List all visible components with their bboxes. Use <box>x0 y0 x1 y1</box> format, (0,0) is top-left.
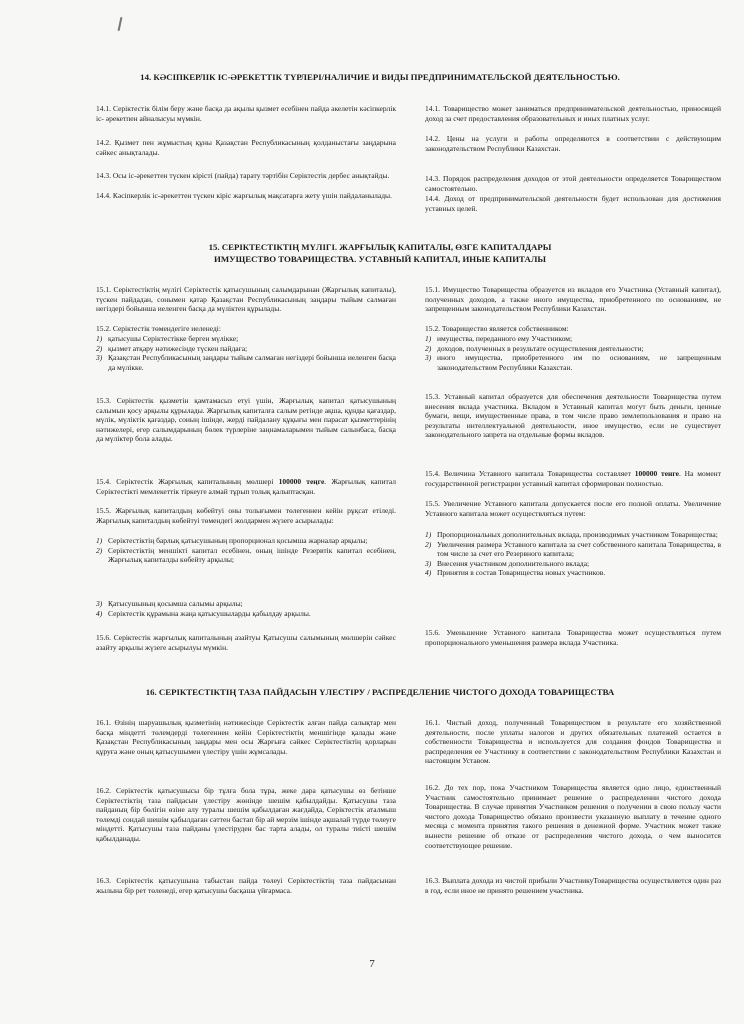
paragraph-15-6-kz: 15.6. Серіктестік жарғылық капиталының азайтуы Қатысушы салымының мөлшерін сәйкес азайту арқылы жүзеге асырылуы мүмкін. <box>96 633 396 652</box>
list-item: 3) Внесения участником дополнительного вклада; <box>425 558 590 568</box>
paragraph-16-2-kz: 16.2. Серіктестік қатысушысы бір тұлға бола тұра, жеке дара қатысушы өз бетінше Серіктестіктің таза пайдасын үлестіру жөнінде шешім қабылдайды. Қатысушы таза пайданың бір бөлігін өзіне алу туралы шешім қабылдаған жағдайда, Серіктестік аталмыш төлемді сондай шешім қабылдаған сәттен бастап бір ай мерзім ішінде ақшалай түрде төлеуге міндетті. Қатысушы таза пайданы үлестіруден бас тарта алады, ол туралы тиісті шешім қабылданады. <box>96 786 396 843</box>
paragraph-15-4-ru: 15.4. Величина Уставного капитала Товарищества составляет 100000 тенге. На момент государственной регистрации уставный капитал сформирован полностью. <box>425 469 721 488</box>
paragraph-15-5-ru: 15.5. Увеличение Уставного капитала допускается после его полной оплаты. Увеличение Уставного капитала может осуществляться путем: <box>425 499 721 518</box>
paragraph-14-4-kz: 14.4. Кәсіпкерлік іс-әрекеттен түскен кіріс жарғылық мақсатарға жету үшін пайдаланылады. <box>96 191 392 200</box>
paragraph-14-1-kz: 14.1. Серіктестік білім беру және басқа да ақылы қызмет есебінен пайда әкелетін кәсіпкерлік іс- әрекетпен айналысуы мүмкін. <box>96 104 396 123</box>
list-15-5-kz-a <box>96 536 396 565</box>
page-number: 7 <box>369 958 375 970</box>
list-item: 1) қатысушы Серіктестікке берген мүлікке; <box>96 334 239 343</box>
paragraph-15-6-ru: 15.6. Уменьшение Уставного капитала Товарищества может осуществляться путем пропорционального уменьшения размера вклада Участника. <box>425 628 721 647</box>
list-item: 3) иного имущества, приобретенного им по основаниям, не запрещенным законодательством Республики Казахстан. <box>425 353 721 372</box>
list-15-5-kz-b <box>96 599 396 618</box>
list-item: 2) қызмет атқару нәтижесінде түскен пайдаға; <box>96 343 248 353</box>
paragraph-14-1-ru: 14.1. Товарищество может заниматься предпринимательской деятельностью, приносящей доход за счет предоставления образовательных и иных платных услуг. <box>425 104 721 123</box>
paragraph-15-3-ru: 15.3. Уставный капитал образуется для обеспечения деятельности Товарищества путем внесения вклада участника. Вкладом в Уставный капитал могут быть деньги, ценные бумаги, вещи, имущественные права, в том числе право землепользования и право на результаты интеллектуальной деятельности, иное имущество, если не существует законодательного запрета на отдельные формы вкладов. <box>425 392 721 440</box>
list-item: 1) Пропорциональных дополнительных вклада, производимых участником Товарищества; <box>425 530 718 539</box>
paragraph-15-2-kz: 15.2. Серіктестік төмендегіге иеленеді: <box>96 324 221 333</box>
section-14-heading: 14. КӘСІПКЕРЛІК ІС-ӘРЕКЕТТІК ТҮРЛЕРІ/НАЛИЧИЕ И ВИДЫ ПРЕДПРИНИМАТЕЛЬСКОЙ ДЕЯТЕЛЬНОСТЬЮ. <box>140 72 620 82</box>
pen-mark <box>118 17 123 31</box>
paragraph-14-3-kz: 14.3. Осы іс-әрекеттен түскен кірісті (пайда) тарату тәртібін Серіктестік дербес анықтайды. <box>96 171 390 180</box>
section-15-heading-kz: 15. СЕРІКТЕСТІКТІҢ МҮЛІГІ. ЖАРҒЫЛЫҚ КАПИТАЛЫ, ӨЗГЕ КАПИТАЛДАРЫ <box>208 242 552 252</box>
list-item: 4) Серіктестік құрамына жаңа қатысушыларды қабылдау арқылы. <box>96 608 311 618</box>
paragraph-15-1-kz: 15.1. Серіктестіктің мүлігі Серіктестік қатысушының салымдарынан (Жарғылық капиталы), түскен пайдадан, сонымен қатар Қазақстан Республикасының заңдары тыйым салмаған негіздері бойынша иеленген басқа да мүліктен құрылады. <box>96 285 396 314</box>
paragraph-15-4-kz: 15.4. Серіктестік Жарғылық капиталының мөлшері 100000 теңге. Жарғылық капитал Серіктестікті мемлекеттік тіркеуге алмай тұрып толық қалыптасқан. <box>96 477 396 496</box>
paragraph-14-3-ru: 14.3. Порядок распределения доходов от этой деятельности определяется Товариществом самостоятельно. <box>425 174 721 193</box>
section-16-heading: 16. СЕРІКТЕСТІКТІҢ ТАЗА ПАЙДАСЫН ҮЛЕСТІРУ / РАСПРЕДЕЛЕНИЕ ЧИСТОГО ДОХОДА ТОВАРИЩЕСТВА <box>145 687 615 697</box>
section-15-heading-ru: ИМУЩЕСТВО ТОВАРИЩЕСТВА. УСТАВНЫЙ КАПИТАЛ, ИНЫЕ КАПИТАЛЫ <box>213 254 547 264</box>
list-item: 2) доходов, полученных в результате осуществления деятельности; <box>425 343 644 353</box>
list-item: 1) имущества, переданного ему Участником; <box>425 334 573 343</box>
paragraph-15-2-ru: 15.2. Товарищество является собственником: <box>425 324 569 333</box>
paragraph-16-3-kz: 16.3. Серіктестік қатысушына табыстан пайда төлеуі Серіктестіктің таза пайдасынан жылына бір рет төленеді, егер қатысушы басқаша үйғармаса. <box>96 876 396 895</box>
list-item: 2) Увеличения размера Уставного капитала за счет собственного капитала Товарищества, в том числе за счет его Резервного капитала; <box>425 539 721 559</box>
paragraph-16-2-ru: 16.2. До тех пор, пока Участником Товарищества является одно лицо, единственный Участник самостоятельно принимает решение о распределении чистого дохода Товарищества. В случае принятия Участником решения о получении в свою пользу части чистого дохода Товарищество обязано произвести указанную выплату в течение одного месяца с момента принятия такого решения в денежной форме. Участник может также вынести решение об отказе от распределения чистого дохода, о чем выносится соответствующее решение. <box>425 783 721 850</box>
list-15-2-ru <box>425 334 721 372</box>
list-item: 1) Серіктестіктің барлық қатысушының пропорционал қосымша жарналар арқылы; <box>96 536 368 545</box>
list-item: 3) Қазақстан Республикасының заңдары тыйым салмаған негіздері бойынша иеленген басқа да мүлікке. <box>96 353 396 372</box>
paragraph-14-2-kz: 14.2. Қызмет пен жұмыстың құны Қазақстан Республикасының қолданыстағы заңдарына сәйкес анықталады. <box>96 138 396 157</box>
paragraph-15-1-ru: 15.1. Имущество Товарищества образуется из вкладов его Участника (Уставный капитал), полученных доходов, а также иного имущества, приобретенного по основаниям, не запрещенным законодательством Республики Казахстан. <box>425 285 721 314</box>
list-15-5-ru <box>425 530 721 578</box>
paragraph-16-1-kz: 16.1. Өзінің шаруашылық қызметінің нәтижесінде Серіктестік алған пайда салықтар мен басқа міндетті төлемдерді төлегеннен кейін Серіктестіктің меншігінде қалады және Қазақстан Республикасының заңдары мен осы Жарғыға сәйкес Серіктестіктің қорларын құруға және оның қатысушымен үлестіру үшін жұмсалады. <box>96 718 396 756</box>
paragraph-15-5-kz: 15.5. Жарғылық капиталдың көбейтуі оны толығымен төлегеннен кейін рұқсат етіледі. Жарғылық капиталдың көбейтуі төмендегі жолдармен жүзеге асырылады: <box>96 506 396 525</box>
paragraph-15-3-kz: 15.3. Серіктестік қызметін қамтамасыз етуі үшін, Жарғылық капитал қатысушының салымын қосу арқылы құрылады. Жарғылық капиталға салым ретінде ақша, құнды қағаздар, мүлік, мүліктік қағаздар, соның ішінде, жерді пайдалану құқығы мен парасат қызметтерінің нәтижелері, егер салымдарының бөлек түрлеріне заңнамаларымен тыйым салынбаса, басқа да мүліктер бола алады. <box>96 396 396 444</box>
list-15-2-kz <box>96 334 396 372</box>
paragraph-16-3-ru: 16.3. Выплата дохода из чистой прибыли УчастникуТоварищества осуществляется один раз в год, если иное не принято решением участника. <box>425 876 721 895</box>
paragraph-14-2-ru: 14.2. Цены на услуги и работы определяются в соответствии с действующим законодательством Республики Казахстан. <box>425 134 721 153</box>
list-item: 4) Принятия в состав Товарищества новых участников. <box>425 568 606 578</box>
list-item: 2) Серіктестіктің меншікті капитал есебінен, оның ішінде Резервтік капитал есебінен, Жарғылық капиталды көбейту арқылы; <box>96 545 396 565</box>
list-item: 3) Қатысушының қосымша салымы арқылы; <box>96 599 243 608</box>
paragraph-16-1-ru: 16.1. Чистый доход, полученный Товариществом в результате его хозяйственной деятельности, после уплаты налогов и других обязательных платежей остается в собственности Товарищества и используется для создания фондов Товарищества и распределения ее Участнику в соответствии с законодательством Республики Казахстан и настоящим Уставом. <box>425 718 721 766</box>
paragraph-14-4-ru: 14.4. Доход от предпринимательской деятельности будет использован для достижения уставных целей. <box>425 194 721 213</box>
